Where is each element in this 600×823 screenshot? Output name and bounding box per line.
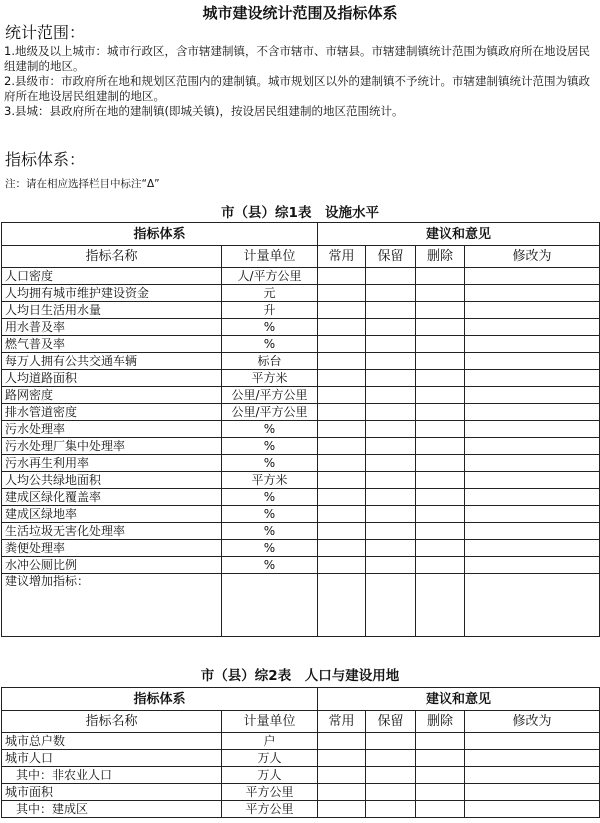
change-cell[interactable] (465, 540, 600, 557)
change-cell[interactable] (465, 404, 600, 421)
indicator-name: 人均道路面积 (2, 370, 222, 387)
indicator-name: 生活垃圾无害化处理率 (2, 523, 222, 540)
delete-cell[interactable] (416, 523, 465, 540)
common-cell[interactable] (318, 285, 366, 302)
delete-cell[interactable] (416, 353, 465, 370)
table-row (2, 472, 600, 489)
table1 (1, 222, 600, 637)
indicator-unit: % (222, 421, 318, 438)
indicator-unit: % (222, 523, 318, 540)
header-name: 指标名称 (2, 711, 222, 733)
common-cell[interactable] (318, 438, 366, 455)
table-row (2, 733, 600, 750)
common-cell[interactable] (318, 557, 366, 574)
table-row (2, 387, 600, 404)
change-cell[interactable] (465, 523, 600, 540)
common-cell[interactable] (318, 455, 366, 472)
common-cell[interactable] (318, 523, 366, 540)
indicator-name: 人口密度 (2, 268, 222, 285)
suggest-cell[interactable] (465, 574, 600, 637)
delete-cell[interactable] (416, 336, 465, 353)
change-cell[interactable] (465, 319, 600, 336)
header-common: 常用 (318, 246, 366, 268)
keep-cell[interactable] (366, 421, 416, 438)
change-cell[interactable] (465, 438, 600, 455)
change-cell[interactable] (465, 557, 600, 574)
table2 (1, 687, 600, 818)
indicator-name: 人均日生活用水量 (2, 302, 222, 319)
indicator-unit: 公里/平方公里 (222, 387, 318, 404)
indicator-name: 建成区绿地率 (2, 506, 222, 523)
indicator-unit: 平方米 (222, 370, 318, 387)
indicator-name: 污水处理厂集中处理率 (2, 438, 222, 455)
table-row (2, 784, 600, 801)
keep-cell[interactable] (366, 387, 416, 404)
change-cell[interactable] (465, 336, 600, 353)
indicator-name: 水冲公厕比例 (2, 557, 222, 574)
keep-cell[interactable] (366, 784, 416, 801)
keep-cell[interactable] (366, 506, 416, 523)
delete-cell[interactable] (416, 285, 465, 302)
common-cell[interactable] (318, 801, 366, 818)
indicator-name: 城市面积 (2, 784, 222, 801)
delete-cell[interactable] (416, 733, 465, 750)
keep-cell[interactable] (366, 438, 416, 455)
indicator-unit: 升 (222, 302, 318, 319)
change-cell[interactable] (465, 268, 600, 285)
common-cell[interactable] (318, 750, 366, 767)
indicator-unit: % (222, 455, 318, 472)
table-row (2, 319, 600, 336)
table-row (2, 540, 600, 557)
table1-caption: 市（县）综1表 设施水平 (221, 205, 379, 221)
table-row (2, 285, 600, 302)
change-cell[interactable] (465, 506, 600, 523)
indicator-heading: 指标体系： (5, 150, 86, 169)
common-cell[interactable] (318, 370, 366, 387)
selection-note: 注：请在相应选择栏目中标注“Δ” (5, 178, 160, 190)
indicator-unit: % (222, 489, 318, 506)
indicator-name: 城市总户数 (2, 733, 222, 750)
indicator-name: 路网密度 (2, 387, 222, 404)
common-cell[interactable] (318, 784, 366, 801)
common-cell[interactable] (318, 767, 366, 784)
table-row (2, 438, 600, 455)
delete-cell[interactable] (416, 387, 465, 404)
indicator-unit: 万人 (222, 767, 318, 784)
common-cell[interactable] (318, 336, 366, 353)
suggest-cell[interactable] (366, 574, 416, 637)
indicator-name: 粪便处理率 (2, 540, 222, 557)
indicator-name: 人均公共绿地面积 (2, 472, 222, 489)
common-cell[interactable] (318, 472, 366, 489)
suggest-cell[interactable] (416, 574, 465, 637)
table-row (2, 302, 600, 319)
table-row (2, 506, 600, 523)
change-cell[interactable] (465, 302, 600, 319)
header-system: 指标体系 (2, 688, 318, 711)
common-cell[interactable] (318, 387, 366, 404)
table-row (2, 523, 600, 540)
header-advice: 建议和意见 (318, 223, 600, 246)
header-delete: 删除 (416, 711, 465, 733)
change-cell[interactable] (465, 767, 600, 784)
table-row (2, 750, 600, 767)
delete-cell[interactable] (416, 489, 465, 506)
common-cell[interactable] (318, 404, 366, 421)
delete-cell[interactable] (416, 421, 465, 438)
table-row (2, 557, 600, 574)
keep-cell[interactable] (366, 336, 416, 353)
indicator-name: 其中：非农业人口 (2, 767, 222, 784)
header-advice: 建议和意见 (318, 688, 600, 711)
suggest-cell[interactable] (318, 574, 366, 637)
keep-cell[interactable] (366, 523, 416, 540)
change-cell[interactable] (465, 784, 600, 801)
change-cell[interactable] (465, 801, 600, 818)
indicator-unit: 平方公里 (222, 784, 318, 801)
scope-list (4, 44, 596, 119)
change-cell[interactable] (465, 370, 600, 387)
keep-cell[interactable] (366, 353, 416, 370)
indicator-name: 污水处理率 (2, 421, 222, 438)
common-cell[interactable] (318, 489, 366, 506)
indicator-name: 排水管道密度 (2, 404, 222, 421)
delete-cell[interactable] (416, 784, 465, 801)
keep-cell[interactable] (366, 767, 416, 784)
change-cell[interactable] (465, 472, 600, 489)
indicator-unit: % (222, 506, 318, 523)
table-row (2, 268, 600, 285)
common-cell[interactable] (318, 302, 366, 319)
indicator-name: 人均拥有城市维护建设资金 (2, 285, 222, 302)
indicator-name: 用水普及率 (2, 319, 222, 336)
header-system: 指标体系 (2, 223, 318, 246)
delete-cell[interactable] (416, 438, 465, 455)
delete-cell[interactable] (416, 370, 465, 387)
table-row (2, 455, 600, 472)
table2-caption: 市（县）综2表 人口与建设用地 (200, 668, 400, 684)
common-cell[interactable] (318, 506, 366, 523)
delete-cell[interactable] (416, 268, 465, 285)
table-row (2, 404, 600, 421)
scope-item: 1.地级及以上城市：城市行政区，含市辖建制镇，不含市辖市、市辖县。市辖建制镇统计范围为镇政府所在地设居民组建制的地区。 (4, 44, 590, 73)
keep-cell[interactable] (366, 733, 416, 750)
common-cell[interactable] (318, 733, 366, 750)
common-cell[interactable] (318, 540, 366, 557)
common-cell[interactable] (318, 319, 366, 336)
common-cell[interactable] (318, 268, 366, 285)
keep-cell[interactable] (366, 489, 416, 506)
change-cell[interactable] (465, 750, 600, 767)
indicator-unit: 公里/平方公里 (222, 404, 318, 421)
change-cell[interactable] (465, 353, 600, 370)
delete-cell[interactable] (416, 540, 465, 557)
change-cell[interactable] (465, 285, 600, 302)
delete-cell[interactable] (416, 472, 465, 489)
keep-cell[interactable] (366, 472, 416, 489)
delete-cell[interactable] (416, 557, 465, 574)
indicator-unit: 元 (222, 285, 318, 302)
table-row (2, 336, 600, 353)
change-cell[interactable] (465, 455, 600, 472)
header-delete: 删除 (416, 246, 465, 268)
indicator-unit: % (222, 540, 318, 557)
table-row (2, 370, 600, 387)
header-common: 常用 (318, 711, 366, 733)
keep-cell[interactable] (366, 404, 416, 421)
indicator-unit: 户 (222, 733, 318, 750)
delete-cell[interactable] (416, 404, 465, 421)
indicator-name: 建成区绿化覆盖率 (2, 489, 222, 506)
header-change: 修改为 (465, 246, 600, 268)
scope-heading: 统计范围： (5, 23, 86, 42)
delete-cell[interactable] (416, 801, 465, 818)
indicator-name: 污水再生利用率 (2, 455, 222, 472)
suggest-cell[interactable] (222, 574, 318, 637)
keep-cell[interactable] (366, 455, 416, 472)
indicator-unit: 人/平方公里 (222, 268, 318, 285)
change-cell[interactable] (465, 421, 600, 438)
indicator-unit: 平方米 (222, 472, 318, 489)
indicator-name: 其中：建成区 (2, 801, 222, 818)
common-cell[interactable] (318, 421, 366, 438)
suggest-label: 建议增加指标： (2, 574, 222, 637)
table-row (2, 489, 600, 506)
delete-cell[interactable] (416, 506, 465, 523)
header-unit: 计量单位 (222, 246, 318, 268)
delete-cell[interactable] (416, 767, 465, 784)
change-cell[interactable] (465, 733, 600, 750)
common-cell[interactable] (318, 353, 366, 370)
header-name: 指标名称 (2, 246, 222, 268)
table-row (2, 767, 600, 784)
indicator-name: 每万人拥有公共交通车辆 (2, 353, 222, 370)
indicator-name: 燃气普及率 (2, 336, 222, 353)
header-keep: 保留 (366, 246, 416, 268)
header-keep: 保留 (366, 711, 416, 733)
indicator-unit: 平方公里 (222, 801, 318, 818)
delete-cell[interactable] (416, 455, 465, 472)
keep-cell[interactable] (366, 370, 416, 387)
keep-cell[interactable] (366, 750, 416, 767)
indicator-unit: % (222, 438, 318, 455)
keep-cell[interactable] (366, 268, 416, 285)
delete-cell[interactable] (416, 319, 465, 336)
scope-item: 2.县级市：市政府所在地和规划区范围内的建制镇。城市规划区以外的建制镇不予统计。市辖建制镇统计范围为镇政府所在地设居民组建制的地区。 (4, 74, 590, 103)
table-row (2, 421, 600, 438)
indicator-unit: % (222, 319, 318, 336)
keep-cell[interactable] (366, 801, 416, 818)
change-cell[interactable] (465, 387, 600, 404)
keep-cell[interactable] (366, 285, 416, 302)
keep-cell[interactable] (366, 557, 416, 574)
indicator-unit: % (222, 336, 318, 353)
header-change: 修改为 (465, 711, 600, 733)
header-unit: 计量单位 (222, 711, 318, 733)
indicator-name: 城市人口 (2, 750, 222, 767)
scope-item: 3.县城：县政府所在地的建制镇(即城关镇)，按设居民组建制的地区范围统计。 (4, 104, 404, 118)
table-row (2, 353, 600, 370)
delete-cell[interactable] (416, 750, 465, 767)
table-row (2, 801, 600, 818)
indicator-unit: 标台 (222, 353, 318, 370)
document-title: 城市建设统计范围及指标体系 (202, 4, 398, 22)
delete-cell[interactable] (416, 302, 465, 319)
indicator-unit: % (222, 557, 318, 574)
change-cell[interactable] (465, 489, 600, 506)
keep-cell[interactable] (366, 540, 416, 557)
keep-cell[interactable] (366, 319, 416, 336)
keep-cell[interactable] (366, 302, 416, 319)
indicator-unit: 万人 (222, 750, 318, 767)
